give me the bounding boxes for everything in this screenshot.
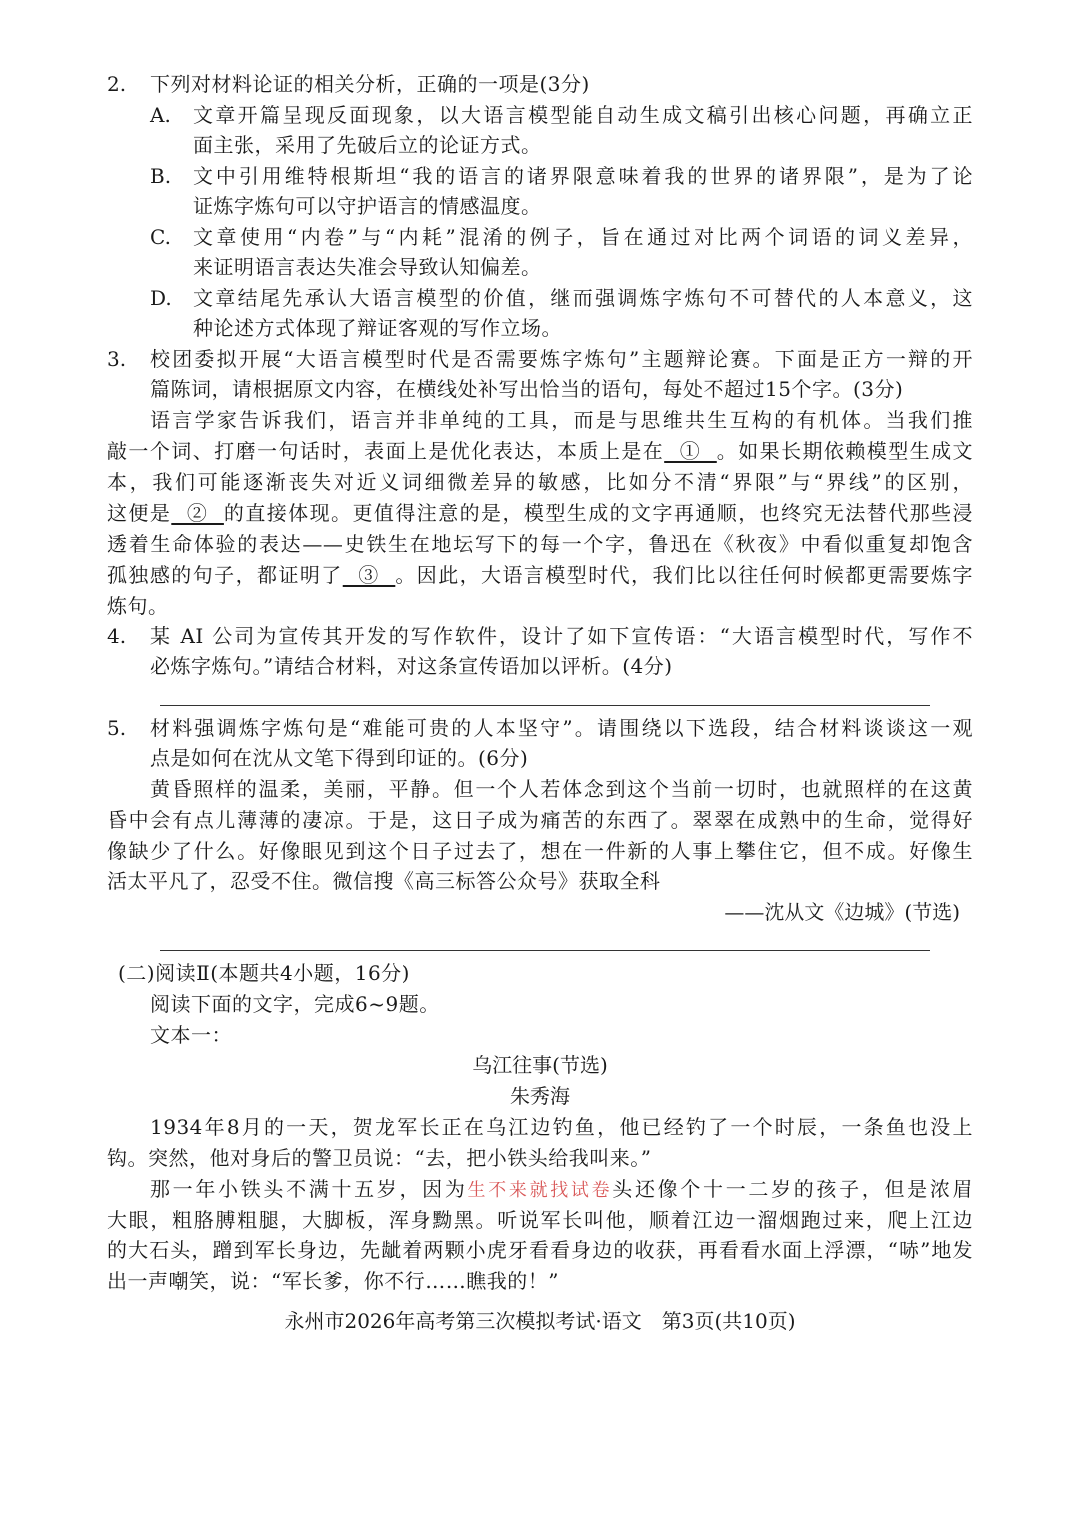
q4-stem-line1: 某 AI 公司为宣传其开发的写作软件，设计了如下宣传语：“大语言模型时代，写作不 <box>150 624 973 648</box>
article-line4: 大眼，粗胳膊粗腿，大脚板，浑身黝黑。听说军长叫他，顺着江边一溜烟跑过来，爬上江边 <box>107 1208 973 1232</box>
q2-number: 2. <box>107 72 127 96</box>
q5-excerpt-line3: 像缺少了什么。好像眼见到这个日子过去了，想在一件新的人事上攀住它，但不成。好像生 <box>107 839 973 863</box>
q2-option-c-line1: 文章使用“内卷”与“内耗”混淆的例子，旨在通过对比两个词语的词义差异， <box>193 225 973 249</box>
q2-option-b-label: B. <box>150 164 172 188</box>
q3-passage-line2: 敲一个词、打磨一句话时，表面上是优化表达，本质上是在 ① 。如果长期依赖模型生成文 <box>107 439 974 463</box>
q4-stem-line2: 必炼字炼句。”请结合材料，对这条宣传语加以评析。(4分) <box>150 654 673 678</box>
q3-passage-line5: 透着生命体验的表达——史铁生在地坛写下的每一个字，鲁迅在《秋夜》中看似重复却饱含 <box>107 532 973 556</box>
article-author: 朱秀海 <box>510 1084 570 1108</box>
q5-stem-line1: 材料强调炼字炼句是“难能可贵的人本坚守”。请围绕以下选段，结合材料谈谈这一观 <box>150 716 973 740</box>
q3-passage-line3: 本，我们可能逐渐丧失对近义词细微差异的敏感，比如分不清“界限”与“界线”的区别， <box>107 470 973 494</box>
q2-option-a-label: A. <box>150 103 171 127</box>
q2-option-c-label: C. <box>150 225 171 249</box>
q2-option-d-line1: 文章结尾先承认大语言模型的价值，继而强调炼字炼句不可替代的人本意义，这 <box>193 286 973 310</box>
q4-number: 4. <box>107 624 127 648</box>
q3-passage-line7: 炼句。 <box>107 594 169 618</box>
article-line5: 的大石头，蹭到军长身边，先龇着两颗小虎牙看看身边的收获，再看看水面上浮漂，“哧”地发 <box>107 1238 973 1262</box>
watermark-text: 生不来就找试卷 <box>467 1180 613 1201</box>
q2-option-a-line2: 面主张，采用了先破后立的论证方式。 <box>193 133 542 157</box>
q3-blank-2[interactable]: ② <box>171 501 224 525</box>
page-footer: 永州市2026年高考第三次模拟考试·语文 第3页(共10页) <box>284 1309 796 1333</box>
q2-stem: 下列对材料论证的相关分析，正确的一项是(3分) <box>150 72 590 96</box>
q5-excerpt-source: ——沈从文《边城》(节选) <box>724 900 960 924</box>
q5-stem-line2: 点是如何在沈从文笔下得到印证的。(6分) <box>150 746 529 770</box>
q3-stem-line1: 校团委拟开展“大语言模型时代是否需要炼字炼句”主题辩论赛。下面是正方一辩的开 <box>150 347 973 371</box>
q2-option-d-label: D. <box>150 286 172 310</box>
q2-option-b-line2: 证炼字炼句可以守护语言的情感温度。 <box>193 194 542 218</box>
q5-excerpt-line2: 昏中会有点儿薄薄的凄凉。于是，这日子成为痛苦的东西了。翠翠在成熟中的生命，觉得好 <box>107 808 973 832</box>
section2-text-label: 文本一： <box>150 1023 232 1047</box>
q3-blank-3[interactable]: ③ <box>342 563 396 587</box>
q3-blank-1[interactable]: ① <box>664 439 717 463</box>
q4-answer-line[interactable] <box>160 705 930 706</box>
q2-option-d-line2: 种论述方式体现了辩证客观的写作立场。 <box>193 316 562 340</box>
q3-stem-line2: 篇陈词，请根据原文内容，在横线处补写出恰当的语句，每处不超过15个字。(3分) <box>150 377 904 401</box>
q5-answer-line[interactable] <box>160 950 930 951</box>
q3-number: 3. <box>107 347 127 371</box>
article-line2: 钩。突然，他对身后的警卫员说：“去，把小铁头给我叫来。” <box>107 1146 652 1170</box>
q3-passage-line4: 这便是 ② 的直接体现。更值得注意的是，模型生成的文字再通顺，也终究无法替代那些浸 <box>107 501 974 525</box>
article-title: 乌江往事(节选) <box>472 1053 608 1077</box>
q3-passage-line1: 语言学家告诉我们，语言并非单纯的工具，而是与思维共生互构的有机体。当我们推 <box>150 408 973 432</box>
section2-intro: 阅读下面的文字，完成6~9题。 <box>150 992 440 1016</box>
q5-excerpt-line1: 黄昏照样的温柔，美丽，平静。但一个人若体念到这个当前一切时，也就照样的在这黄 <box>150 777 973 801</box>
q2-option-b-line1: 文中引用维特根斯坦“我的语言的诸界限意味着我的世界的诸界限”，是为了论 <box>193 164 973 188</box>
article-line3: 那一年小铁头不满十五岁，因为生不来就找试卷头还像个十一二岁的孩子，但是浓眉 <box>150 1177 974 1201</box>
q5-excerpt-line4: 活太平凡了，忍受不住。微信搜《高三标答公众号》获取全科 <box>107 869 661 893</box>
q2-option-c-line2: 来证明语言表达失准会导致认知偏差。 <box>193 255 542 279</box>
q5-number: 5. <box>107 716 127 740</box>
article-line6: 出一声嘲笑，说：“军长爹，你不行……瞧我的！” <box>107 1269 559 1293</box>
article-line1: 1934年8月的一天，贺龙军长正在乌江边钓鱼，他已经钓了一个时辰，一条鱼也没上 <box>150 1115 973 1139</box>
q3-passage-line6: 孤独感的句子，都证明了 ③ 。因此，大语言模型时代，我们比以往任何时候都更需要炼字 <box>107 563 974 587</box>
section2-heading: (二)阅读Ⅱ(本题共4小题，16分) <box>118 961 410 985</box>
q2-option-a-line1: 文章开篇呈现反面现象，以大语言模型能自动生成文稿引出核心问题，再确立正 <box>193 103 973 127</box>
